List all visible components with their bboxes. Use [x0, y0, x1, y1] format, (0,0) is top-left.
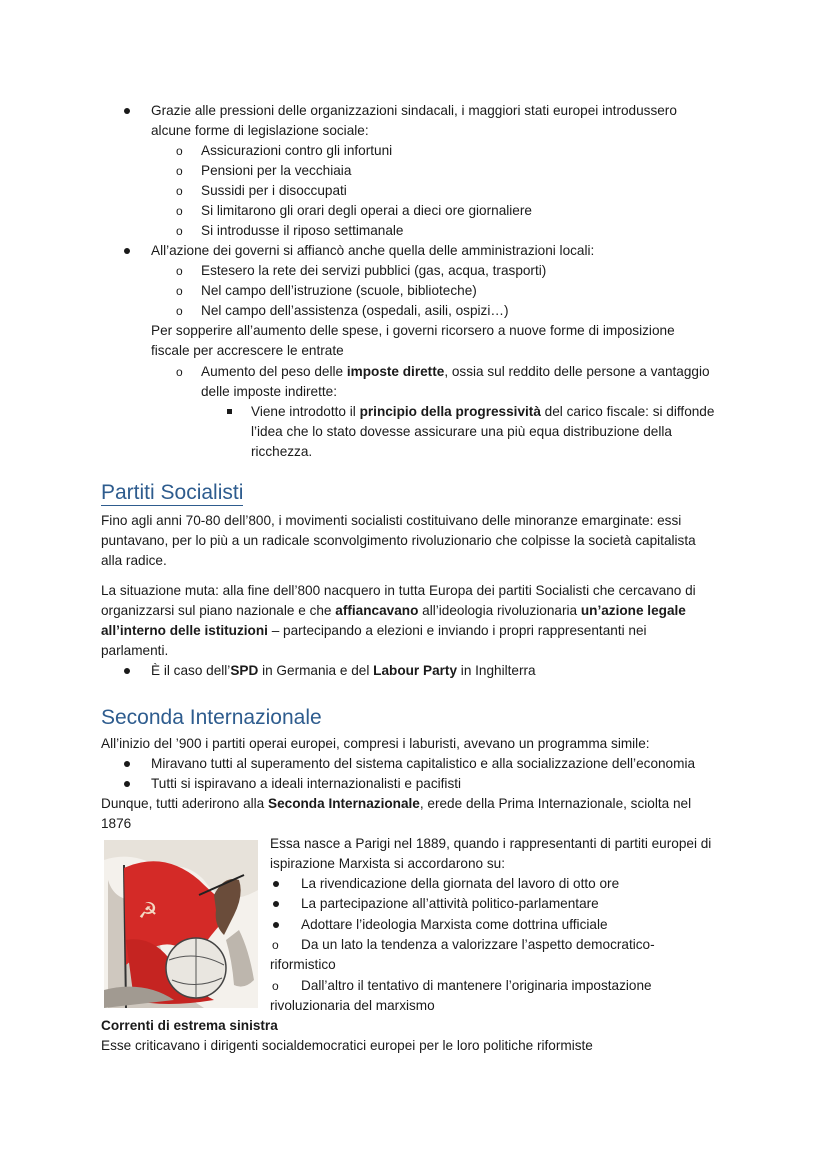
paragraph-line: Dunque, tutti aderirono alla Seconda Internazionale, erede della Prima Internazionale, sciolta nel [101, 796, 692, 811]
list-item: Pensioni per la vecchiaia [201, 163, 352, 178]
circle-bullet-icon: o [176, 365, 183, 379]
list-item: Nel campo dell’istruzione (scuole, biblioteche) [201, 283, 477, 298]
circle-bullet-icon: o [176, 264, 183, 278]
paragraph-line: alla radice. [101, 553, 167, 568]
subheading: Correnti di estrema sinistra [101, 1018, 278, 1033]
list-item: La rivendicazione della giornata del lavoro di otto ore [301, 876, 620, 891]
paragraph-line: ispirazione Marxista si accordarono su: [270, 856, 505, 871]
paragraph-line: 1876 [101, 816, 132, 831]
paragraph-line: Per sopperire all’aumento delle spese, i governi ricorsero a nuove forme di imposizione [151, 323, 675, 338]
bullet-dot [124, 781, 130, 787]
paragraph-line: parlamenti. [101, 643, 169, 658]
paragraph-line: organizzarsi sul piano nazionale e che affiancavano all’ideologia rivoluzionaria un’azione legale [101, 603, 686, 618]
list-item: Sussidi per i disoccupati [201, 183, 347, 198]
list-item: Si limitarono gli orari degli operai a dieci ore giornaliere [201, 203, 532, 218]
list-item: rivoluzionaria del marxismo [270, 998, 435, 1013]
list-item: Estesero la rete dei servizi pubblici (gas, acqua, trasporti) [201, 263, 547, 278]
bullet-dot [273, 881, 279, 887]
paragraph-line: Grazie alle pressioni delle organizzazioni sindacali, i maggiori stati europei introdussero [151, 103, 677, 118]
list-item: La partecipazione all’attività politico-parlamentare [301, 896, 599, 911]
circle-bullet-icon: o [272, 938, 279, 952]
paragraph-line: È il caso dell’SPD in Germania e del Labour Party in Inghilterra [151, 663, 536, 678]
list-item: Adottare l’ideologia Marxista come dottrina ufficiale [301, 917, 608, 932]
svg-text:☭: ☭ [138, 899, 158, 924]
circle-bullet-icon: o [272, 979, 279, 993]
circle-bullet-icon: o [176, 184, 183, 198]
bullet-dot [273, 922, 279, 928]
circle-bullet-icon: o [176, 144, 183, 158]
paragraph-line: All’inizio del ’900 i partiti operai europei, compresi i laburisti, avevano un programma simile: [101, 736, 650, 751]
list-item: Miravano tutti al superamento del sistema capitalistico e alla socializzazione dell’economia [151, 756, 696, 771]
paragraph-line: All’azione dei governi si affiancò anche quella delle amministrazioni locali: [151, 243, 595, 258]
section-heading: Seconda Internazionale [101, 706, 322, 729]
paragraph-line: delle imposte indirette: [201, 384, 338, 399]
paragraph-line: Fino agli anni 70-80 dell’800, i movimenti socialisti costituivano delle minoranze emarginate: essi [101, 513, 682, 528]
bullet-dot [124, 761, 130, 767]
circle-bullet-icon: o [176, 224, 183, 238]
paragraph-line: Esse criticavano i dirigenti socialdemocratici europei per le loro politiche riformiste [101, 1038, 593, 1053]
paragraph-line: ricchezza. [251, 444, 313, 459]
paragraph-line: alcune forme di legislazione sociale: [151, 123, 369, 138]
paragraph-line: La situazione muta: alla fine dell’800 nacquero in tutta Europa dei partiti Socialisti che cercavano di [101, 583, 696, 598]
square-bullet-icon [227, 409, 232, 414]
list-item: riformistico [270, 957, 336, 972]
paragraph-line: Aumento del peso delle imposte dirette, ossia sul reddito delle persone a vantaggio [201, 364, 710, 379]
paragraph-line: fiscale per accrescere le entrate [151, 343, 344, 358]
list-item: Assicurazioni contro gli infortuni [201, 143, 393, 158]
list-item: Dall’altro il tentativo di mantenere l’originaria impostazione [301, 978, 652, 993]
bullet-dot [124, 668, 130, 674]
list-item: Tutti si ispiravano a ideali internazionalisti e pacifisti [151, 776, 462, 791]
section-heading: Partiti Socialisti [101, 481, 244, 504]
list-item: Si introdusse il riposo settimanale [201, 223, 404, 238]
paragraph-line: l’idea che lo stato dovesse assicurare una più equa distribuzione della [251, 424, 672, 439]
bullet-dot [273, 901, 279, 907]
hammer-and-sickle-poster-image [104, 840, 258, 1008]
paragraph-line: Viene introdotto il principio della progressività del carico fiscale: si diffonde [251, 404, 715, 419]
paragraph-line: Essa nasce a Parigi nel 1889, quando i rappresentanti di partiti europei di [270, 836, 712, 851]
circle-bullet-icon: o [176, 284, 183, 298]
paragraph-line: all’interno delle istituzioni – partecipando a elezioni e inviando i propri rappresentanti nei [101, 623, 647, 638]
bullet-dot [124, 248, 130, 254]
circle-bullet-icon: o [176, 304, 183, 318]
bullet-dot [124, 108, 130, 114]
circle-bullet-icon: o [176, 204, 183, 218]
paragraph-line: puntavano, per lo più a un radicale sconvolgimento rivoluzionario che colpisse la società capitalista [101, 533, 696, 548]
list-item: Da un lato la tendenza a valorizzare l’aspetto democratico- [301, 937, 655, 952]
circle-bullet-icon: o [176, 164, 183, 178]
list-item: Nel campo dell’assistenza (ospedali, asili, ospizi…) [201, 303, 509, 318]
